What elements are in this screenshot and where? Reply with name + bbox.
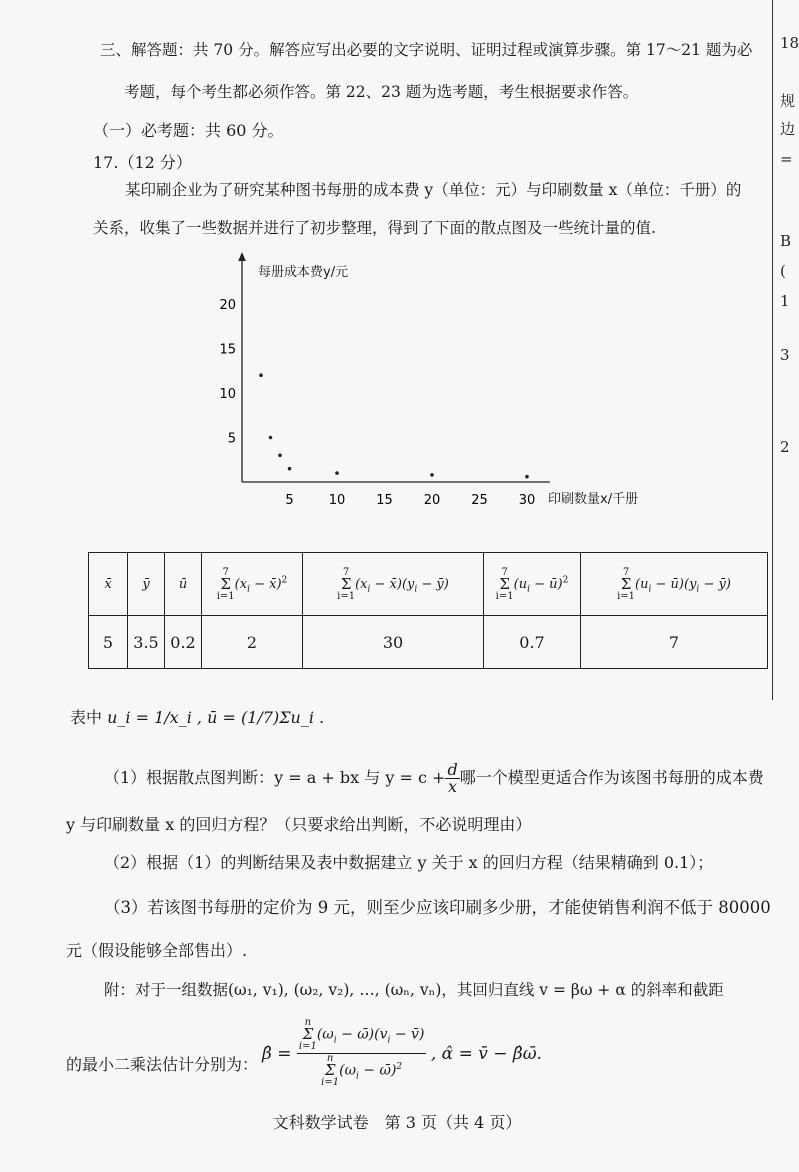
appendix-line2: 的最小二乘法估计分别为： xyxy=(66,1055,259,1074)
header-sum-uy: 7 Σ i=1 ($u_i$ − $ū)(y_i$ − ȳ) xyxy=(581,553,768,616)
value-sum-u-sq: 0.7 xyxy=(484,616,581,669)
scatter-point xyxy=(335,471,339,475)
x-tick-label: 10 xyxy=(328,493,346,508)
question-2: （2）根据（1）的判断结果及表中数据建立 y 关于 x 的回归方程（结果精确到 0.1）； xyxy=(104,853,714,872)
header-sum-x-sq: 7 Σ i=1 ($x_i$ − x̄)$^2$ xyxy=(202,553,303,616)
right-column-fragment: = xyxy=(780,150,793,168)
y-tick-label: 15 xyxy=(219,342,236,358)
x-tick-label: 20 xyxy=(423,493,441,508)
section-instructions-line2: 考题，每个考生都必须作答。第 22、23 题为选考题，考生根据要求作答。 xyxy=(124,83,639,101)
scatter-point xyxy=(430,473,434,477)
scatter-point xyxy=(259,373,263,377)
header-sum-u-sq: 7 Σ i=1 ($u_i$ − ū)$^2$ xyxy=(484,553,581,616)
right-column-fragment: 2 xyxy=(780,438,790,456)
question-3-continued: 元（假设能够全部售出）. xyxy=(66,941,248,960)
value-x-mean: 5 xyxy=(89,616,128,669)
header-u-mean: ū xyxy=(165,553,202,616)
question-1-continued: y 与印刷数量 x 的回归方程？（只要求给出判断，不必说明理由） xyxy=(66,815,532,834)
least-squares-formula: β̂ = n Σ i=1 ($\omega_i$ − $\omegā)(v_i$ − v̄) n Σ i=1 ($\omega_i$ − ω̄)$^2$ , α̂ = v̄ − β̂ω̄. xyxy=(262,1017,542,1089)
y-axis-label: 每册成本费y/元 xyxy=(258,265,349,280)
table-note xyxy=(70,705,324,728)
question-1: （1）根据散点图判断：y = a + bx 与 y = c + $\frac{d}{x}$ 哪一个模型更适合作为该图书每册的成本费 xyxy=(104,760,764,796)
header-y-mean: ȳ xyxy=(128,553,165,616)
problem-intro-line2: 关系，收集了一些数据并进行了初步整理，得到了下面的散点图及一些统计量的值. xyxy=(93,219,656,237)
table-note-prefix: 表中 xyxy=(70,708,103,727)
page-footer: 文科数学试卷 第 3 页（共 4 页） xyxy=(272,1113,522,1132)
y-tick-label: 5 xyxy=(227,431,236,447)
x-tick-label: 15 xyxy=(376,493,393,508)
problem-number: 17.（12 分） xyxy=(93,153,192,172)
header-x-mean: x̄ xyxy=(89,553,128,616)
header-sum-xy: 7 Σ i=1 ($x_i$ − $x̄)(y_i$ − ȳ) xyxy=(303,553,484,616)
value-sum-xy: 30 xyxy=(303,616,484,669)
scatter-point xyxy=(525,475,529,479)
right-column-fragment: 规 xyxy=(780,92,796,110)
right-column-fragment: ( xyxy=(780,262,786,280)
scatter-point xyxy=(278,454,282,458)
right-column-fragment: 3 xyxy=(780,346,790,364)
question-3: （3）若该图书每册的定价为 9 元，则至少应该印刷多少册，才能使销售利润不低于 80000 xyxy=(104,898,771,917)
scatter-point xyxy=(288,467,292,471)
x-tick-label: 25 xyxy=(471,493,488,508)
required-part-heading: （一）必考题：共 60 分。 xyxy=(93,121,284,140)
value-sum-x-sq: 2 xyxy=(202,616,303,669)
value-sum-uy: 7 xyxy=(581,616,768,669)
statistics-table xyxy=(88,552,768,669)
right-column-fragment: B xyxy=(780,232,792,250)
x-tick-label: 30 xyxy=(518,493,536,508)
appendix-line1: 附：对于一组数据(ω₁, v₁), (ω₂, v₂), …, (ωₙ, vₙ)，其回归直线 v = βω + α 的斜率和截距 xyxy=(104,981,724,999)
right-column-fragment: 边 xyxy=(780,120,796,138)
value-u-mean: 0.2 xyxy=(165,616,202,669)
x-axis-label: 印刷数量x/千册 xyxy=(548,492,639,507)
y-tick-label: 10 xyxy=(219,387,236,402)
y-tick-label: 20 xyxy=(219,298,236,313)
right-column-fragment: 18 xyxy=(780,34,799,52)
table-note-formula: u_i = 1/x_i , ū = (1/7)Σu_i . xyxy=(107,708,325,727)
x-tick-label: 5 xyxy=(285,493,294,508)
value-y-mean: 3.5 xyxy=(128,616,165,669)
problem-intro-line1: 某印刷企业为了研究某种图书每册的成本费 y（单位：元）与印刷数量 x（单位：千册）的 xyxy=(125,181,742,199)
scatter-plot xyxy=(0,0,794,540)
scatter-point xyxy=(269,436,273,440)
section-instructions-line1: 三、解答题：共 70 分。解答应写出必要的文字说明、证明过程或演算步骤。第 17～21 题为必 xyxy=(100,41,753,59)
right-column-fragment: 1 xyxy=(780,292,790,310)
